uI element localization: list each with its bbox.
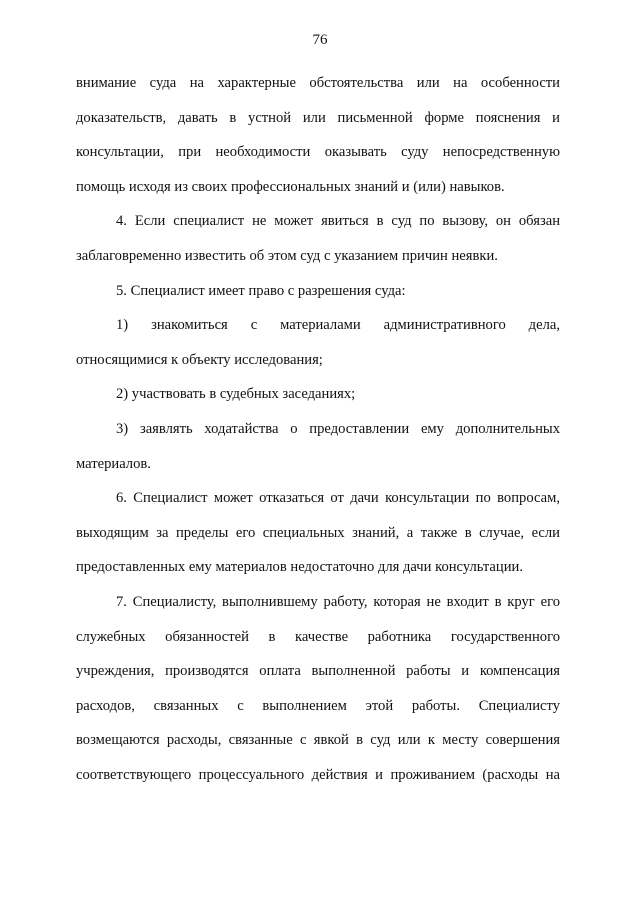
text-line: 3) заявлять ходатайства о предоставлении ему дополнительных [116, 420, 560, 437]
text-line: выходящим за пределы его специальных знаний, а также в случае, если [76, 524, 560, 541]
text-line: 2) участвовать в судебных заседаниях; [116, 386, 356, 403]
text-line: 7. Специалисту, выполнившему работу, которая не входит в круг его [116, 593, 560, 610]
text-line: учреждения, производятся оплата выполненной работы и компенсация [76, 663, 560, 680]
text-line: расходов, связанных с выполнением этой работы. Специалисту [76, 697, 560, 714]
text-line: материалов. [76, 455, 151, 472]
text-line: 5. Специалист имеет право с разрешения суда: [116, 282, 406, 299]
text-line: доказательств, давать в устной или письменной форме пояснения и [76, 109, 560, 126]
text-line: 1) знакомиться с материалами административного дела, [116, 317, 560, 334]
text-line: возмещаются расходы, связанные с явкой в суд или к месту совершения [76, 732, 560, 749]
text-line: внимание суда на характерные обстоятельства или на особенности [76, 75, 560, 91]
text-line: 6. Специалист может отказаться от дачи консультации по вопросам, [116, 490, 560, 507]
text-line: служебных обязанностей в качестве работника государственного [76, 628, 560, 645]
text-line: соответствующего процессуального действия и проживанием (расходы на [76, 766, 560, 783]
text-line: 4. Если специалист не может явиться в суд по вызову, он обязан [116, 213, 560, 230]
text-line: консультации, при необходимости оказывать суду непосредственную [76, 144, 560, 161]
document-body [76, 66, 560, 792]
page-number: 76 [312, 32, 328, 48]
text-line: помощь исходя из своих профессиональных знаний и (или) навыков. [76, 178, 505, 195]
text-line: относящимися к объекту исследования; [76, 351, 323, 368]
text-line: заблаговременно известить об этом суд с указанием причин неявки. [76, 247, 498, 264]
text-line: предоставленных ему материалов недостаточно для дачи консультации. [76, 559, 523, 576]
